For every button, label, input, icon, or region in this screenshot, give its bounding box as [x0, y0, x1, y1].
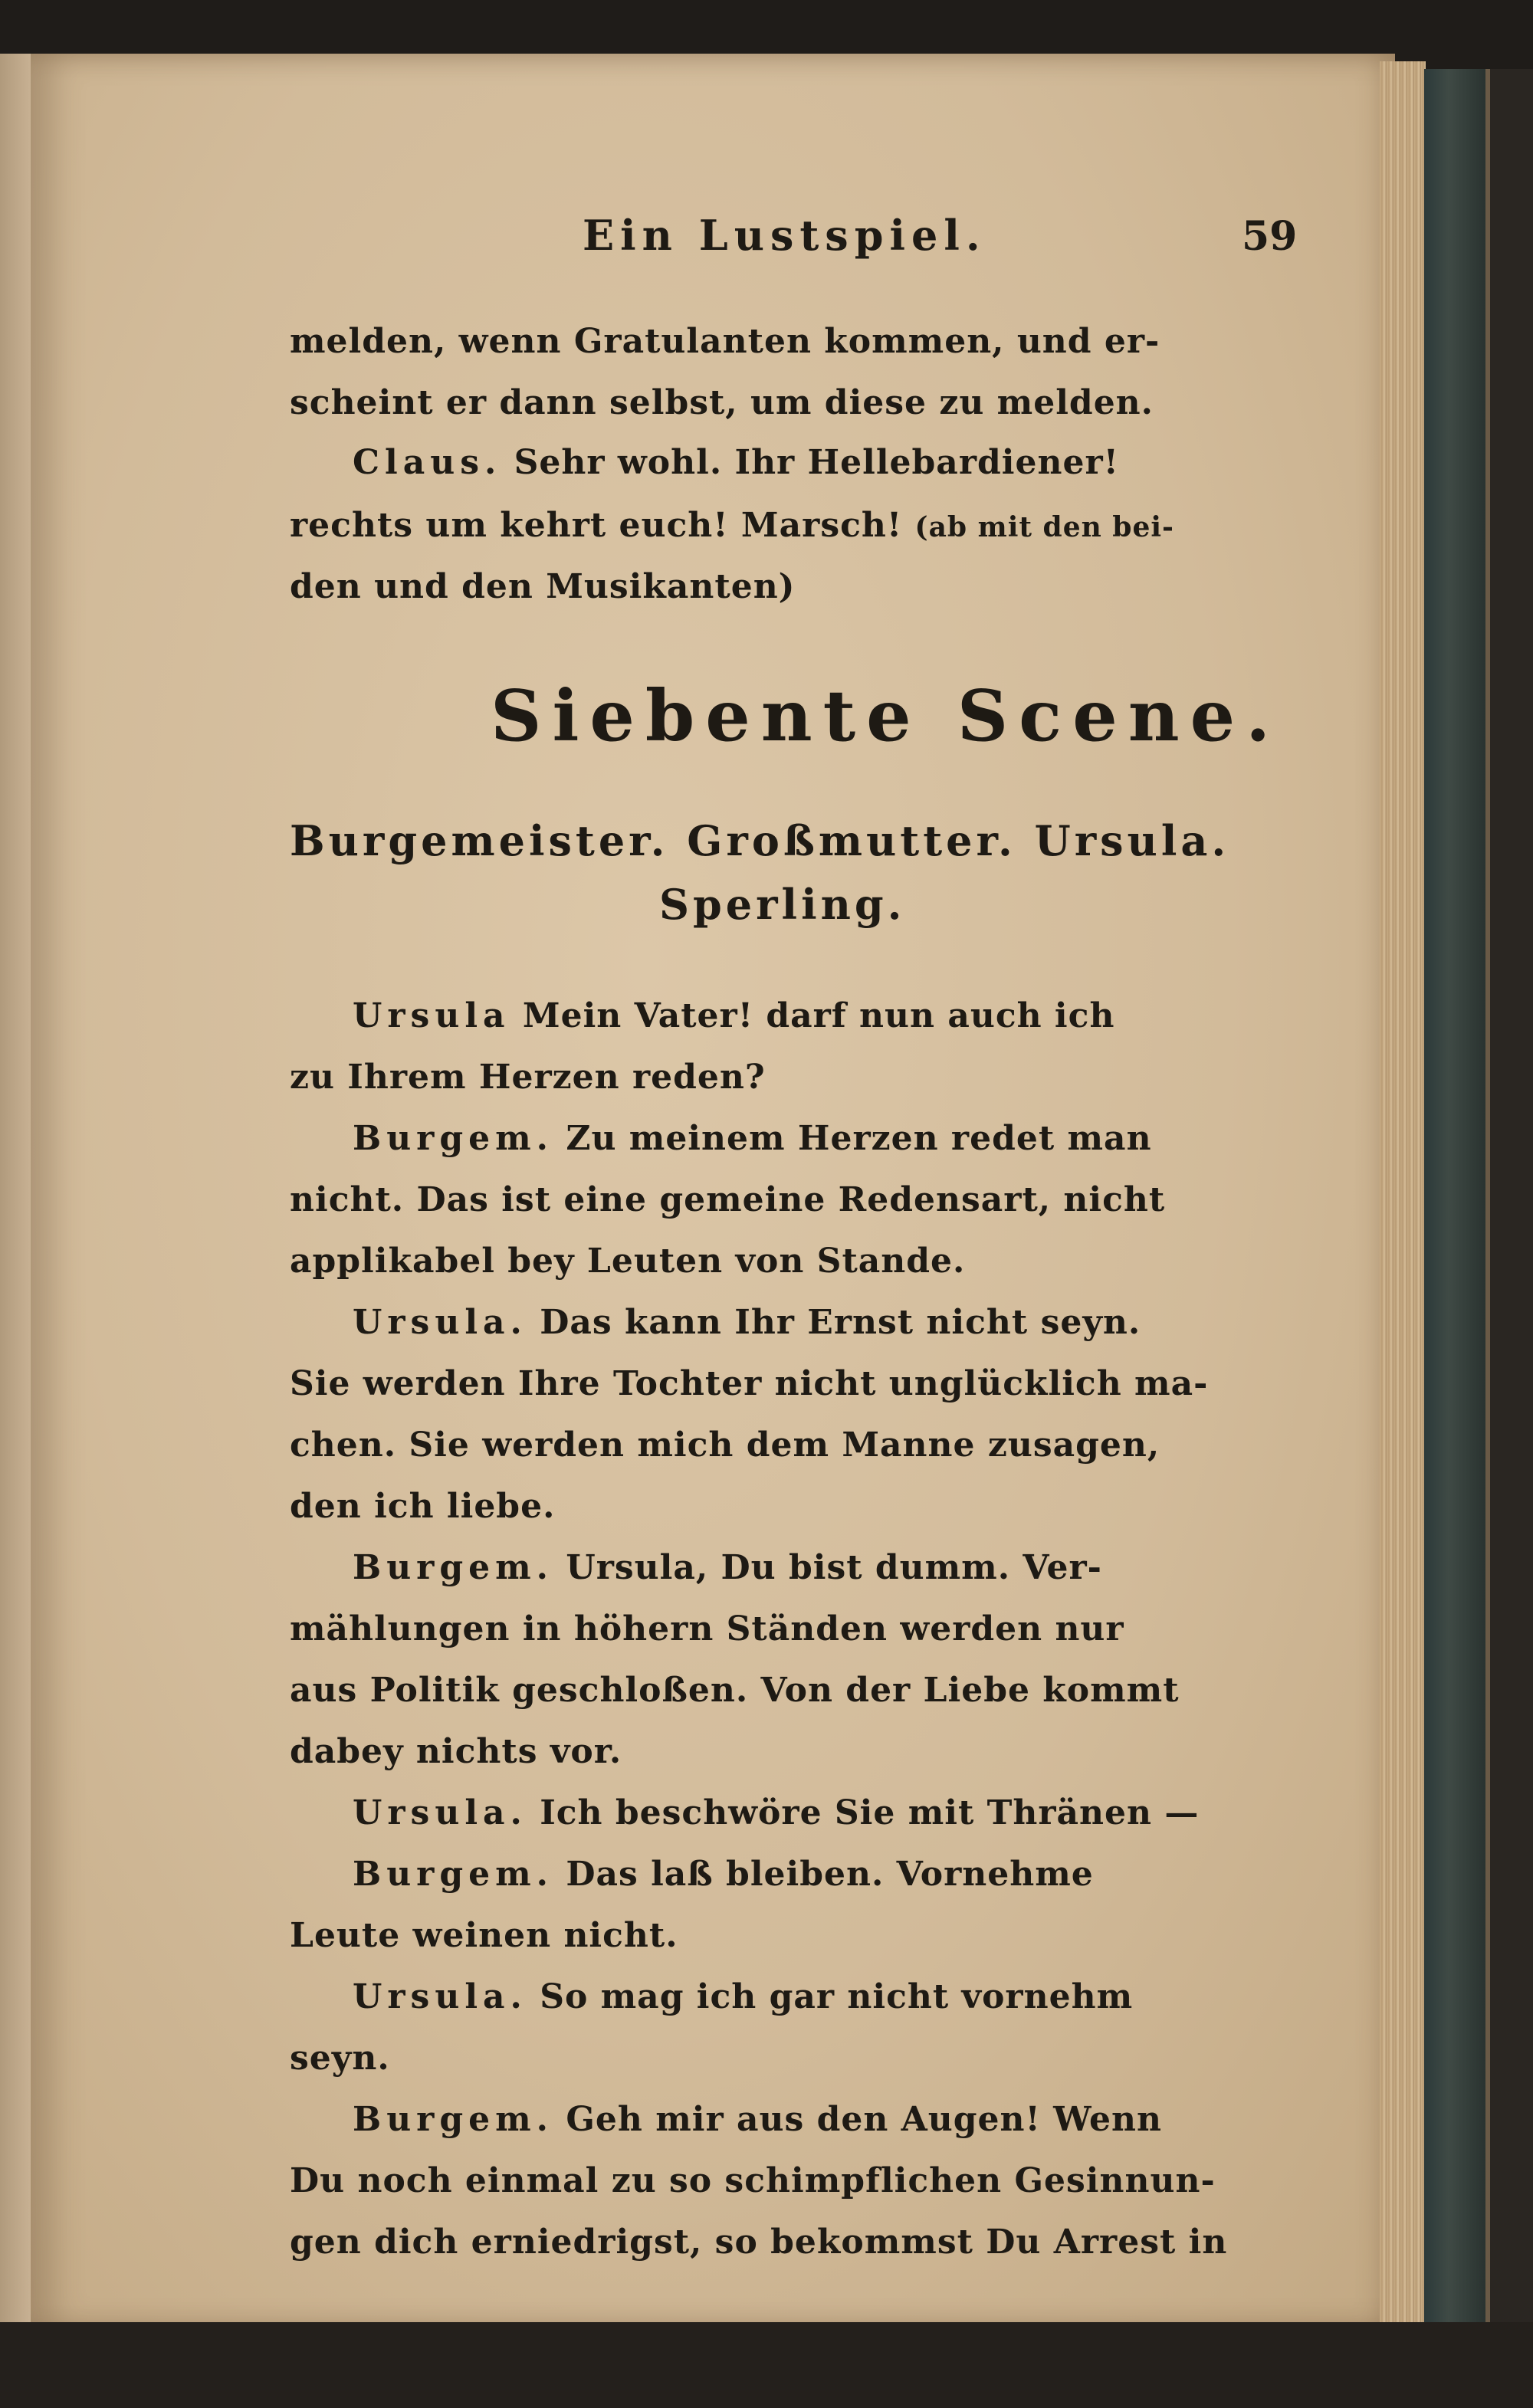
cast-list: Burgemeister. Großmutter. Ursula. [290, 816, 1230, 865]
speaker-name: Burgem. [353, 1119, 553, 1158]
speech-text: Sehr wohl. Ihr Hellebardiener! [514, 443, 1119, 482]
speech-text: So mag ich gar nicht vornehm [540, 1977, 1134, 2016]
claus-line-3: den und den Musikanten) [290, 567, 796, 606]
speech-text: Geh mir aus den Augen! Wenn [566, 2100, 1162, 2139]
speech-text: Ursula, Du bist dumm. Ver- [566, 1548, 1102, 1587]
dialogue-line: seyn. [290, 2039, 390, 2078]
dialogue-line: Leute weinen nicht. [290, 1916, 678, 1955]
dialogue-line: Sie werden Ihre Tochter nicht unglücklich ma- [290, 1364, 1209, 1403]
dialogue-line [353, 1793, 1199, 1832]
dialogue-line: gen dich erniedrigst, so bekommst Du Arrest in [290, 2223, 1228, 2262]
page-stack-edges [1380, 61, 1426, 2322]
speech-text: Das kann Ihr Ernst nicht seyn. [540, 1303, 1141, 1342]
speech-text: Zu meinem Herzen redet man [566, 1119, 1152, 1158]
speaker-name: Ursula [353, 996, 510, 1035]
speaker-name: Ursula. [353, 1793, 527, 1832]
speaker-name: Burgem. [353, 1548, 553, 1587]
dialogue-line [353, 1119, 1152, 1158]
scene-title: Siebente Scene. [491, 674, 1282, 757]
dialogue-line: nicht. Das ist eine gemeine Redensart, nicht [290, 1180, 1166, 1219]
dialogue-line [353, 996, 1114, 1035]
claus-line-1 [353, 443, 1119, 482]
speech-text: rechts um kehrt euch! Marsch! [290, 506, 903, 545]
page-number: 59 [1242, 213, 1298, 260]
book-cover [1424, 69, 1490, 2337]
dialogue-line: den ich liebe. [290, 1487, 556, 1526]
speaker-name: Burgem. [353, 2100, 553, 2139]
background-bottom [0, 2322, 1533, 2408]
dialogue-line [353, 2100, 1162, 2139]
dialogue-line [353, 1855, 1094, 1894]
dialogue-line: chen. Sie werden mich dem Manne zusagen, [290, 1425, 1160, 1465]
dialogue-line [353, 1548, 1102, 1587]
speech-text: Mein Vater! darf nun auch ich [522, 996, 1115, 1035]
dialogue-line: mählungen in höhern Ständen werden nur [290, 1609, 1124, 1649]
dialogue-line [353, 1977, 1133, 2016]
running-header: Ein Lustspiel. [583, 211, 986, 260]
text-line: scheint er dann selbst, um diese zu melden. [290, 383, 1154, 422]
dialogue-line: zu Ihrem Herzen reden? [290, 1058, 766, 1097]
speaker-name: Ursula. [353, 1977, 527, 2016]
speaker-name: Claus. [353, 443, 502, 482]
cast-list: Sperling. [659, 880, 906, 929]
dialogue-line: dabey nichts vor. [290, 1732, 622, 1771]
claus-line-2 [290, 506, 1174, 545]
speaker-name: Burgem. [353, 1855, 553, 1894]
text-line: melden, wenn Gratulanten kommen, und er- [290, 322, 1160, 361]
dialogue-line [353, 1303, 1141, 1342]
speaker-name: Ursula. [353, 1303, 527, 1342]
dialogue-line: Du noch einmal zu so schimpflichen Gesinnun- [290, 2161, 1216, 2200]
dialogue-line: applikabel bey Leuten von Stande. [290, 1242, 966, 1281]
speech-text: Ich beschwöre Sie mit Thränen — [540, 1793, 1200, 1832]
dialogue-line: aus Politik geschloßen. Von der Liebe kommt [290, 1671, 1180, 1710]
stage-direction: (ab mit den bei- [914, 511, 1175, 543]
speech-text: Das laß bleiben. Vornehme [566, 1855, 1094, 1894]
